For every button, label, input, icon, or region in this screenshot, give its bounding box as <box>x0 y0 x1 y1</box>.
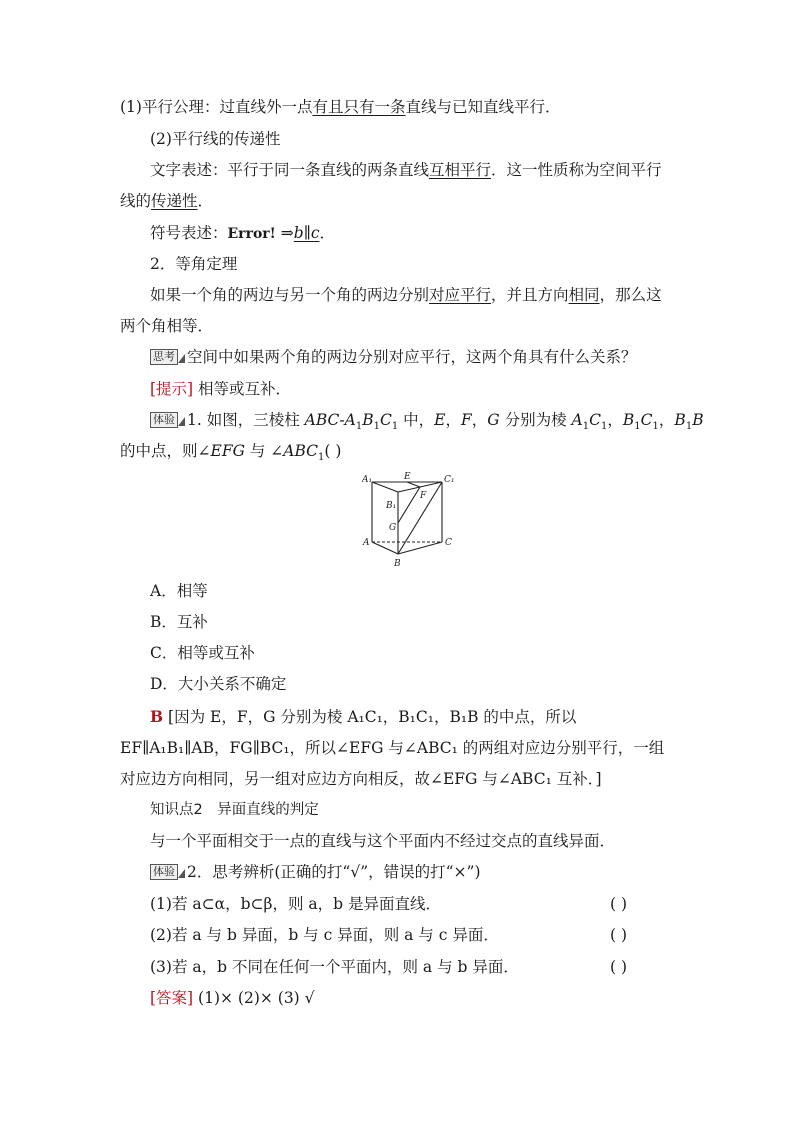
kp2-text: 与一个平面相交于一点的直线与这个平面内不经过交点的直线异面． <box>150 832 616 850</box>
knowledge-point-2: 知识点2 异面直线的判定 <box>150 802 319 818</box>
label-G: G <box>389 523 397 533</box>
prism-figure <box>362 470 462 570</box>
edge-ab <box>372 542 398 554</box>
answer-label: [答案] <box>150 989 194 1007</box>
text: 与 ∠ <box>244 442 284 460</box>
answer-paren: ( ) <box>610 958 628 976</box>
text: ．这一性质称为空间平行 <box>491 161 662 179</box>
text: ，那么这 <box>599 286 662 304</box>
label-F: F <box>420 491 427 501</box>
option-a: A．相等 <box>150 582 208 600</box>
exercise-1-line-2: 的中点，则∠EFG 与 $\angle ABC_1$( ) <box>120 442 342 464</box>
think-line <box>150 346 710 368</box>
judge-item-3 <box>150 956 710 978</box>
option-d: D．大小关系不确定 <box>150 675 287 693</box>
text: ( ) <box>324 442 342 460</box>
text: 相等或互补． <box>193 380 292 398</box>
text: ． <box>197 192 214 210</box>
underlined-blank: 互相平行 <box>429 161 492 179</box>
tag-triangle-icon <box>178 869 185 878</box>
solution-line-3: 对应边方向相同，另一组对应边方向相反，故∠EFG 与∠ABC₁ 互补．] <box>120 770 602 788</box>
text: 文字表述：平行于同一条直线的两条直线 <box>150 161 430 179</box>
hint-line <box>150 378 710 400</box>
experience-tag: 体验 <box>150 412 178 428</box>
tag-triangle-icon <box>178 417 185 426</box>
hint-label: [提示] <box>150 380 194 398</box>
label-C1: C₁ <box>444 475 455 485</box>
label-B1: B₁ <box>386 501 397 511</box>
option-c: C．相等或互补 <box>150 644 255 662</box>
edge-a1b1 <box>372 482 398 492</box>
text: ． <box>319 224 336 242</box>
tag-triangle-icon <box>178 354 185 363</box>
answer-paren: ( ) <box>610 895 628 913</box>
judge-item-2 <box>150 924 710 946</box>
exercise-1-line: 体验 1. 如图，三棱柱 ABC-$A_1B_1C_1$ 中，E，F，G 分别为棱 $A_1C_1$，$B_1C_1$，$B_1B$ <box>150 409 710 438</box>
symbol-statement-line <box>150 222 710 245</box>
text: 1. 如图，三棱柱 <box>187 411 305 429</box>
label-A1: A₁ <box>362 475 373 485</box>
text: 空间中如果两个角的两边分别对应平行，这两个角具有什么关系？ <box>187 348 637 366</box>
transitivity-heading: (2)平行线的传递性 <box>150 130 281 148</box>
answer-letter: B <box>150 707 164 726</box>
text: (3)若 a，b 不同在任何一个平面内，则 a 与 b 异面． <box>150 958 519 976</box>
text: (1)若 a⊂α，b⊂β，则 a，b 是异面直线． <box>150 895 441 913</box>
error-text: Error! <box>227 226 276 242</box>
answer-line <box>150 987 710 1009</box>
parallel-axiom-line <box>120 96 680 118</box>
option-b: B．互补 <box>150 613 208 631</box>
text: 线的 <box>120 192 152 210</box>
label-E: E <box>404 472 411 482</box>
answer-paren: ( ) <box>610 926 628 944</box>
text-statement-line-2 <box>120 190 680 212</box>
text-statement-line <box>150 159 710 181</box>
solution-line-2: EF∥A₁B₁∥AB，FG∥BC₁，所以∠EFG 与∠ABC₁ 的两组对应边分别平行，一组 <box>120 739 665 757</box>
text: ，并且方向 <box>491 286 569 304</box>
text: 如果一个角的两边与另一个角的两边分别 <box>150 286 430 304</box>
text: (1)平行公理：过直线外一点 <box>120 98 313 116</box>
text: (1)× (2)× (3) √ <box>193 989 315 1007</box>
underlined-blank: 对应平行 <box>429 286 492 304</box>
text: 中， <box>398 411 435 429</box>
experience-tag: 体验 <box>150 864 178 880</box>
text: 符号表述： <box>150 224 228 242</box>
text: 的中点，则∠ <box>120 442 211 460</box>
underlined-blank: 相同 <box>568 286 600 304</box>
seg-fg <box>398 487 420 523</box>
underlined-blank: 有且只有一条 <box>312 98 406 116</box>
text: 直线与已知直线平行． <box>405 98 561 116</box>
text: (2)若 a 与 b 异面，b 与 c 异面，则 a 与 c 异面． <box>150 926 499 944</box>
seg-ef <box>407 482 420 487</box>
label-A: A <box>363 538 370 548</box>
underlined-blank: 传递性 <box>151 192 198 210</box>
math-prism: ABC <box>304 411 340 429</box>
text: ⇒ <box>275 224 294 242</box>
label-C: C <box>445 538 452 548</box>
theorem-line <box>150 284 710 306</box>
text: 2．思考辨析(正确的打“√”，错误的打“×”) <box>187 863 481 881</box>
section-heading: 2．等角定理 <box>150 255 238 273</box>
solution-line-1 <box>150 706 710 728</box>
theorem-line-2: 两个角相等． <box>120 317 214 335</box>
judge-item-1 <box>150 893 710 915</box>
text: [因为 E，F，G 分别为棱 A₁C₁，B₁C₁，B₁B 的中点，所以 <box>163 708 577 726</box>
exercise-2-line <box>150 861 710 883</box>
think-tag: 思考 <box>150 349 178 365</box>
label-B: B <box>394 559 401 569</box>
text: 分别为棱 <box>499 411 572 429</box>
underlined-blank: b∥c <box>293 224 320 242</box>
